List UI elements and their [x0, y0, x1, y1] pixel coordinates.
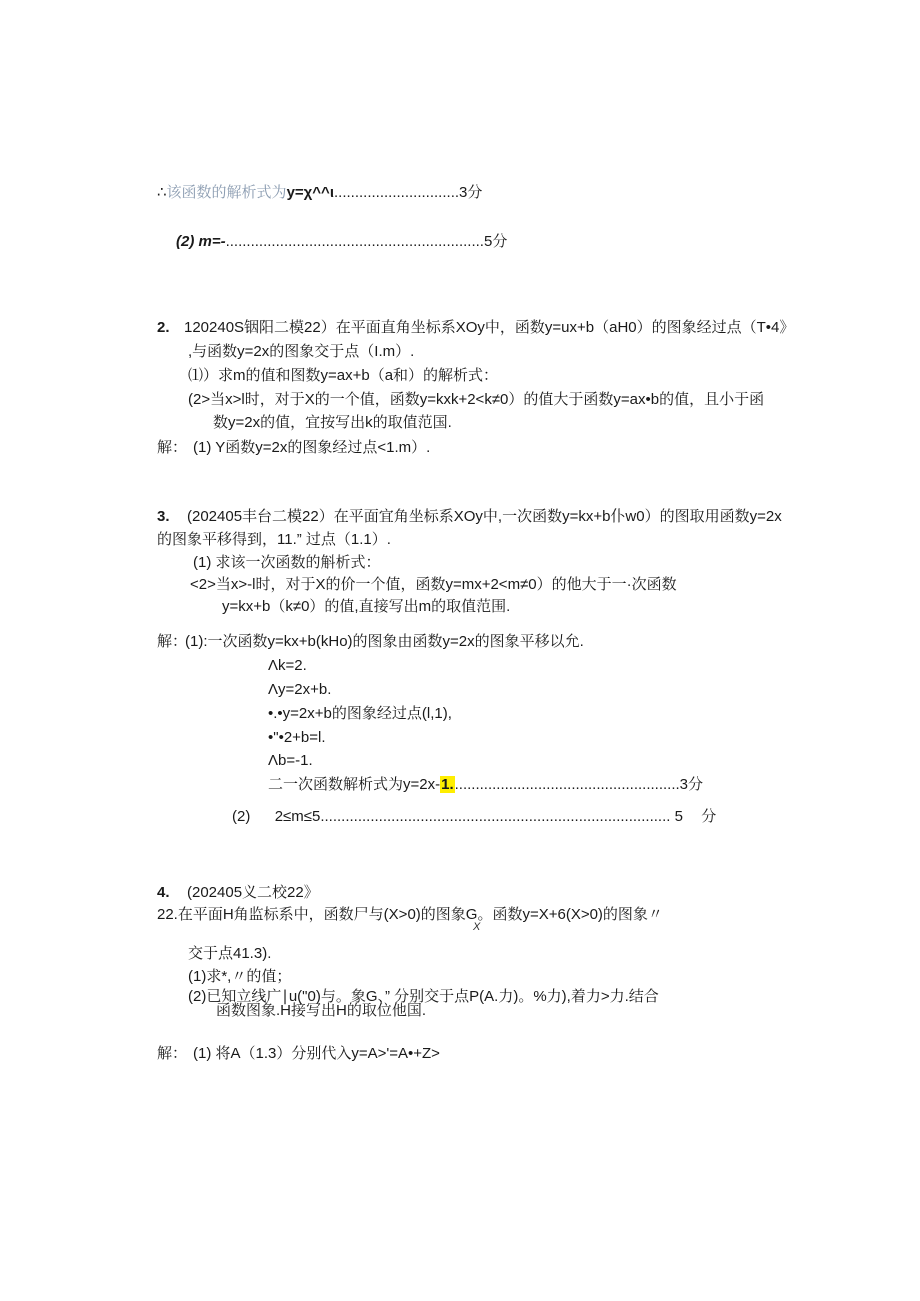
q3-stem-line2: 的图象平移得到，11.” 过点（1.1）. — [157, 531, 391, 548]
q3-step6 — [268, 775, 703, 795]
q4-part2-line2: 函数图象.H接写出H的取位他国. — [216, 1002, 427, 1019]
highlighted-answer: 1. — [441, 776, 454, 793]
part2-label: (2) — [232, 808, 251, 825]
q4-solution: (1) 将A（1.3）分别代入y=A>'=A•+Z> — [193, 1045, 440, 1062]
q2-solution-label: 解： — [157, 439, 188, 456]
q3-step6-text: 二一次函数解析式为y=2x- — [268, 776, 441, 793]
q4-stem-line2: 交于点41.3). — [188, 945, 272, 962]
q3-part2-line2: y=kx+b（k≠0）的值,直接写出m的取值范围. — [222, 598, 511, 615]
q4-stem-line1: 22.在平面H角监标系中，函数尸与(X>0)的图象G。函数y=X+6(X>0)的图象〃 — [157, 906, 663, 923]
score-number: 5 — [674, 808, 683, 825]
q3-part2-line1: <2>当x>-l时，对于X的价一个值，函数y=mx+2<m≠0）的他大于一·次函数 — [190, 576, 677, 593]
q2-part2-line1: (2>当x>l时，对于X的一个值，函数y=kxk+2<k≠0）的值大于函数y=ax•b的值，且小于函 — [188, 391, 765, 408]
q2-number: 2. — [157, 319, 170, 336]
q4-part1: (1)求*,〃的值； — [188, 968, 292, 985]
q4-subscript: X — [473, 921, 481, 933]
q3-step3: •.•y=2x+b的图象经过点(l,1), — [268, 705, 452, 722]
leader-dots: .............................................................. — [225, 233, 484, 250]
q3-number: 3. — [157, 508, 170, 525]
q4-number: 4. — [157, 884, 170, 901]
answer-label: 该函数的解析式为 — [166, 184, 287, 201]
q2-solution: (1) Y函数y=2x的图象经过点<1.m）. — [193, 439, 431, 456]
q3-solution-label: 解： — [157, 633, 188, 650]
q4-solution-label: 解： — [157, 1045, 188, 1062]
answer-expression: y=χ^^ι — [286, 184, 334, 201]
prev-part2-line — [176, 232, 507, 252]
part2-answer: 2≤m≤5. — [274, 808, 325, 825]
therefore-symbol: ∴ — [157, 184, 167, 201]
part2-label: (2) m=- — [176, 233, 226, 250]
q4-part2-line1: (2)已知立线广∣u("0)与。象G、” 分别交于点P(A.力)。%力),着力>力.结合 — [188, 988, 659, 1005]
q2-part1: ⑴）求m的值和图数y=ax+b（a和）的解析式： — [188, 367, 499, 384]
q3-step2: Λy=2x+b. — [268, 681, 332, 698]
q3-solution-line1: (1):一次函数y=kx+b(kHo)的图象由函数y=2x的图象平移以允. — [185, 633, 584, 650]
q2-stem-line1: 120240S铟阳二模22）在平面直角坐标系XOy中，函数y=ux+b（aH0）的图象经过点（T•4》 — [184, 319, 795, 336]
leader-dots: ...................................................... — [454, 776, 680, 793]
q3-step1: Λk=2. — [268, 657, 307, 674]
q2-stem-line2: ,与函数y=2x的图象交于点（I.m）. — [188, 343, 415, 360]
q3-step5: Λb=-1. — [268, 752, 313, 769]
prev-answer-line — [157, 183, 482, 203]
q3-step4: •"•2+b=l. — [268, 729, 326, 746]
q3-part2-answer-line — [232, 807, 716, 827]
score: 3分 — [679, 776, 704, 793]
leader-dots: ................................................................................... — [324, 808, 671, 825]
q4-header: (202405义二校22》 — [187, 884, 319, 901]
q3-part1: (1) 求该一次函数的斛析式： — [193, 554, 381, 571]
q2-part2-line2: 数y=2x的值，宜按写出k的取值范国. — [213, 414, 452, 431]
q3-stem-line1: (202405丰台二模22）在平面宜角坐标系XOy中,一次函数y=kx+b仆w0）的图取用函数y=2x — [187, 508, 782, 525]
leader-dots: .............................. — [334, 184, 460, 201]
score: 3分 — [459, 184, 483, 201]
score: 5分 — [483, 233, 508, 250]
score-unit: 分 — [701, 808, 717, 825]
